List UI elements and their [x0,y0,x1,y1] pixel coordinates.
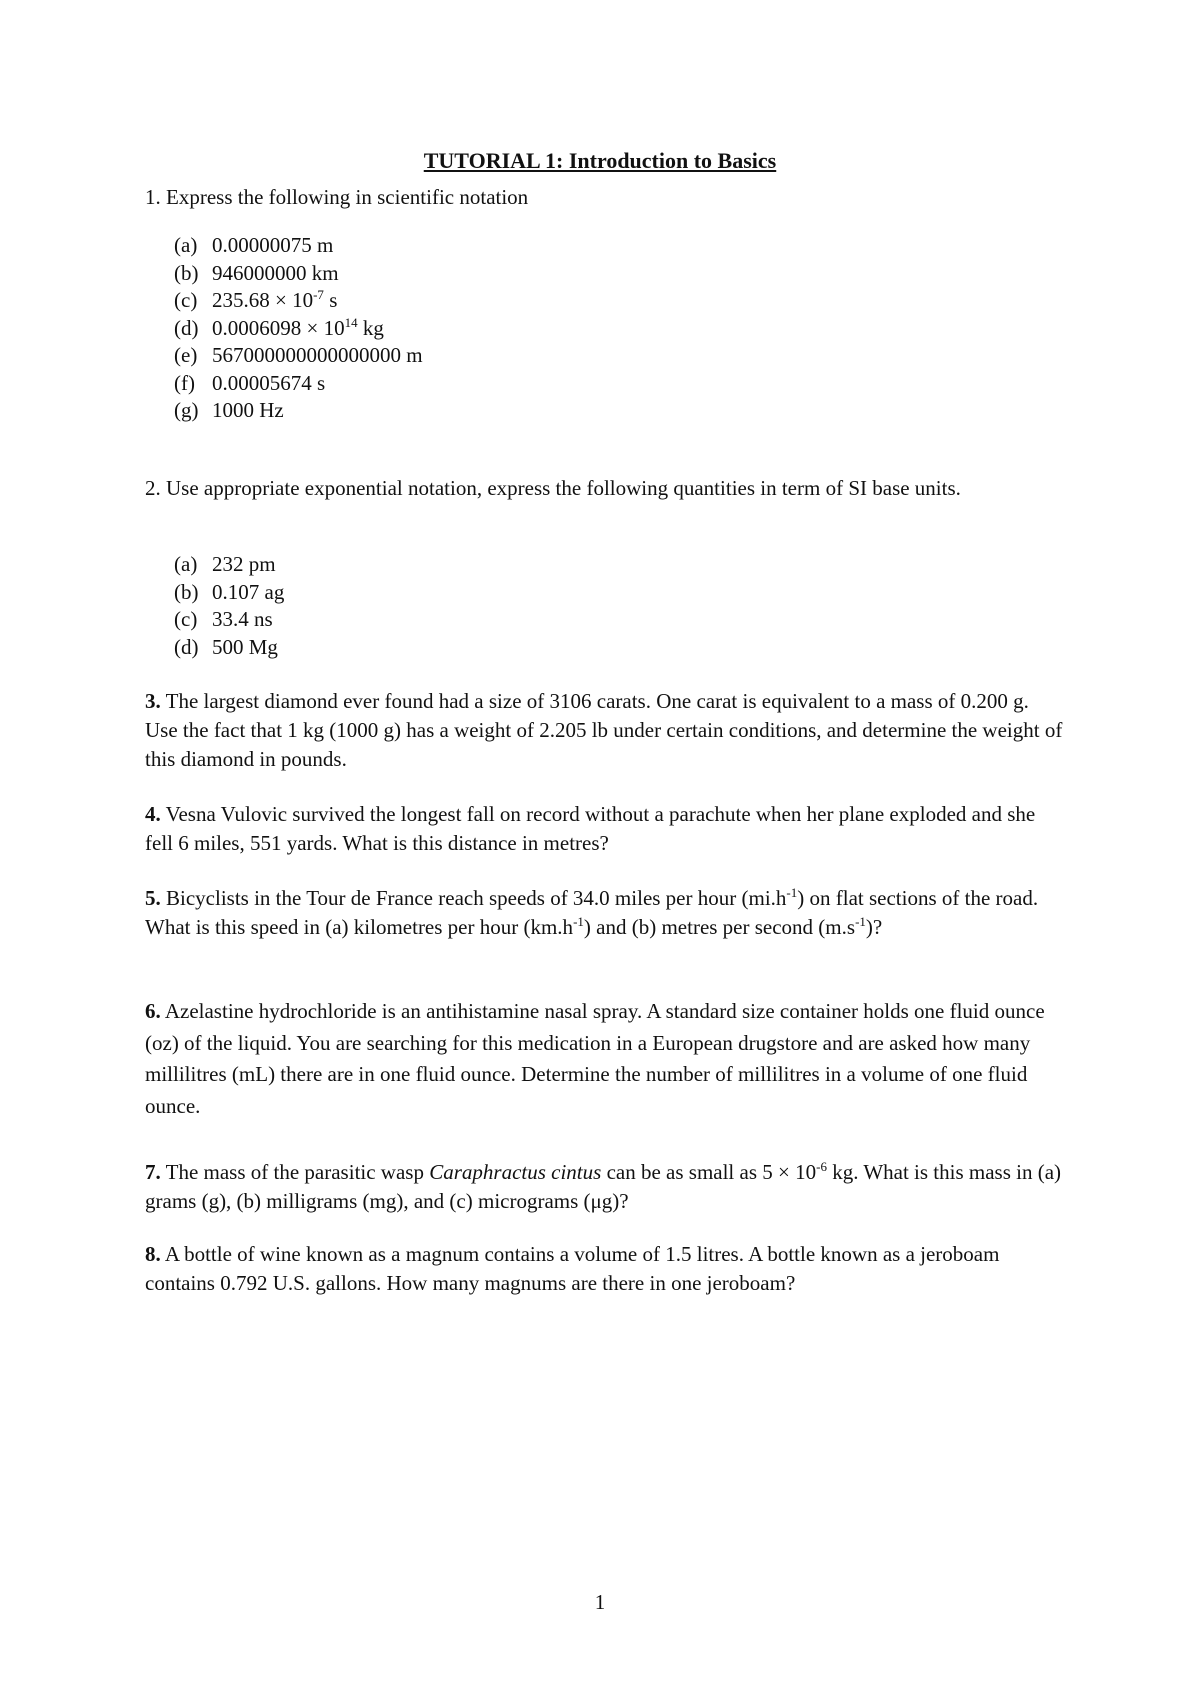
list-item: (d) $0.0006098 \times 10^{14}$ kg [174,314,384,340]
list-item: (e) 567000000000000000 m [174,343,423,367]
question-3: 3. The largest diamond ever found had a size of 3106 carats. One carat is equivalent to a mass of 0.200 g. Use the fact that 1 kg (1000 g) has a weight of 2.205 lb under certain conditions, and determine the weight of this diamond in pounds. [145,689,1063,771]
list-item: (a) 0.00000075 m [174,233,334,257]
question-8: 8. A bottle of wine known as a magnum contains a volume of 1.5 litres. A bottle known as a jeroboam contains 0.792 U.S. gallons. How many magnums are there in one jeroboam? [145,1242,1000,1295]
question-1-list [174,232,774,425]
question-7: 7. The mass of the parasitic wasp Caraphractus cintus can be as small as $5 \times 10^{-6}$ kg. What is this mass in (a) grams (g), (b) milligrams (mg), and (c) micrograms (μg)? [145,1159,1062,1213]
list-item: (b) 946000000 km [174,260,339,285]
list-item: (c) 33.4 ns [174,607,273,631]
page-number: 1 [594,1590,606,1614]
question-5: 5. Bicyclists in the Tour de France reach speeds of 34.0 miles per hour $(mi.h^{-1})$ on flat sections of the road. What is this speed in (a) kilometres per hour $(km.h^{-1})$ and (b) metres per second $(m.s^{-1})$? [145,885,1039,939]
list-item: (d) 500 Mg [174,634,278,659]
list-item: (c) $235.68 \times 10^{-7}$ s [174,287,338,312]
question-2-list [174,551,774,661]
question-1-intro: 1. Express the following in scientific notation [145,185,529,209]
list-item: (a) 232 pm [174,552,276,576]
question-6: 6. Azelastine hydrochloride is an antihistamine nasal spray. A standard size container holds one fluid ounce (oz) of the liquid. You are searching for this medication in a European drugstore and are asked how many millilitres (mL) there are in one fluid ounce. Determine the number of millilitres in a volume of one fluid ounce. [145,999,1045,1118]
question-2-intro: 2. Use appropriate exponential notation, express the following quantities in term of SI base units. [145,476,961,500]
list-item: (b) 0.107 ag [174,579,285,604]
list-item: (f) 0.00005674 s [174,370,326,395]
question-4: 4. Vesna Vulovic survived the longest fall on record without a parachute when her plane exploded and she fell 6 miles, 551 yards. What is this distance in metres? [145,802,1036,855]
list-item: (g) 1000 Hz [174,398,284,422]
page-title: TUTORIAL 1: Introduction to Basics [423,148,777,173]
